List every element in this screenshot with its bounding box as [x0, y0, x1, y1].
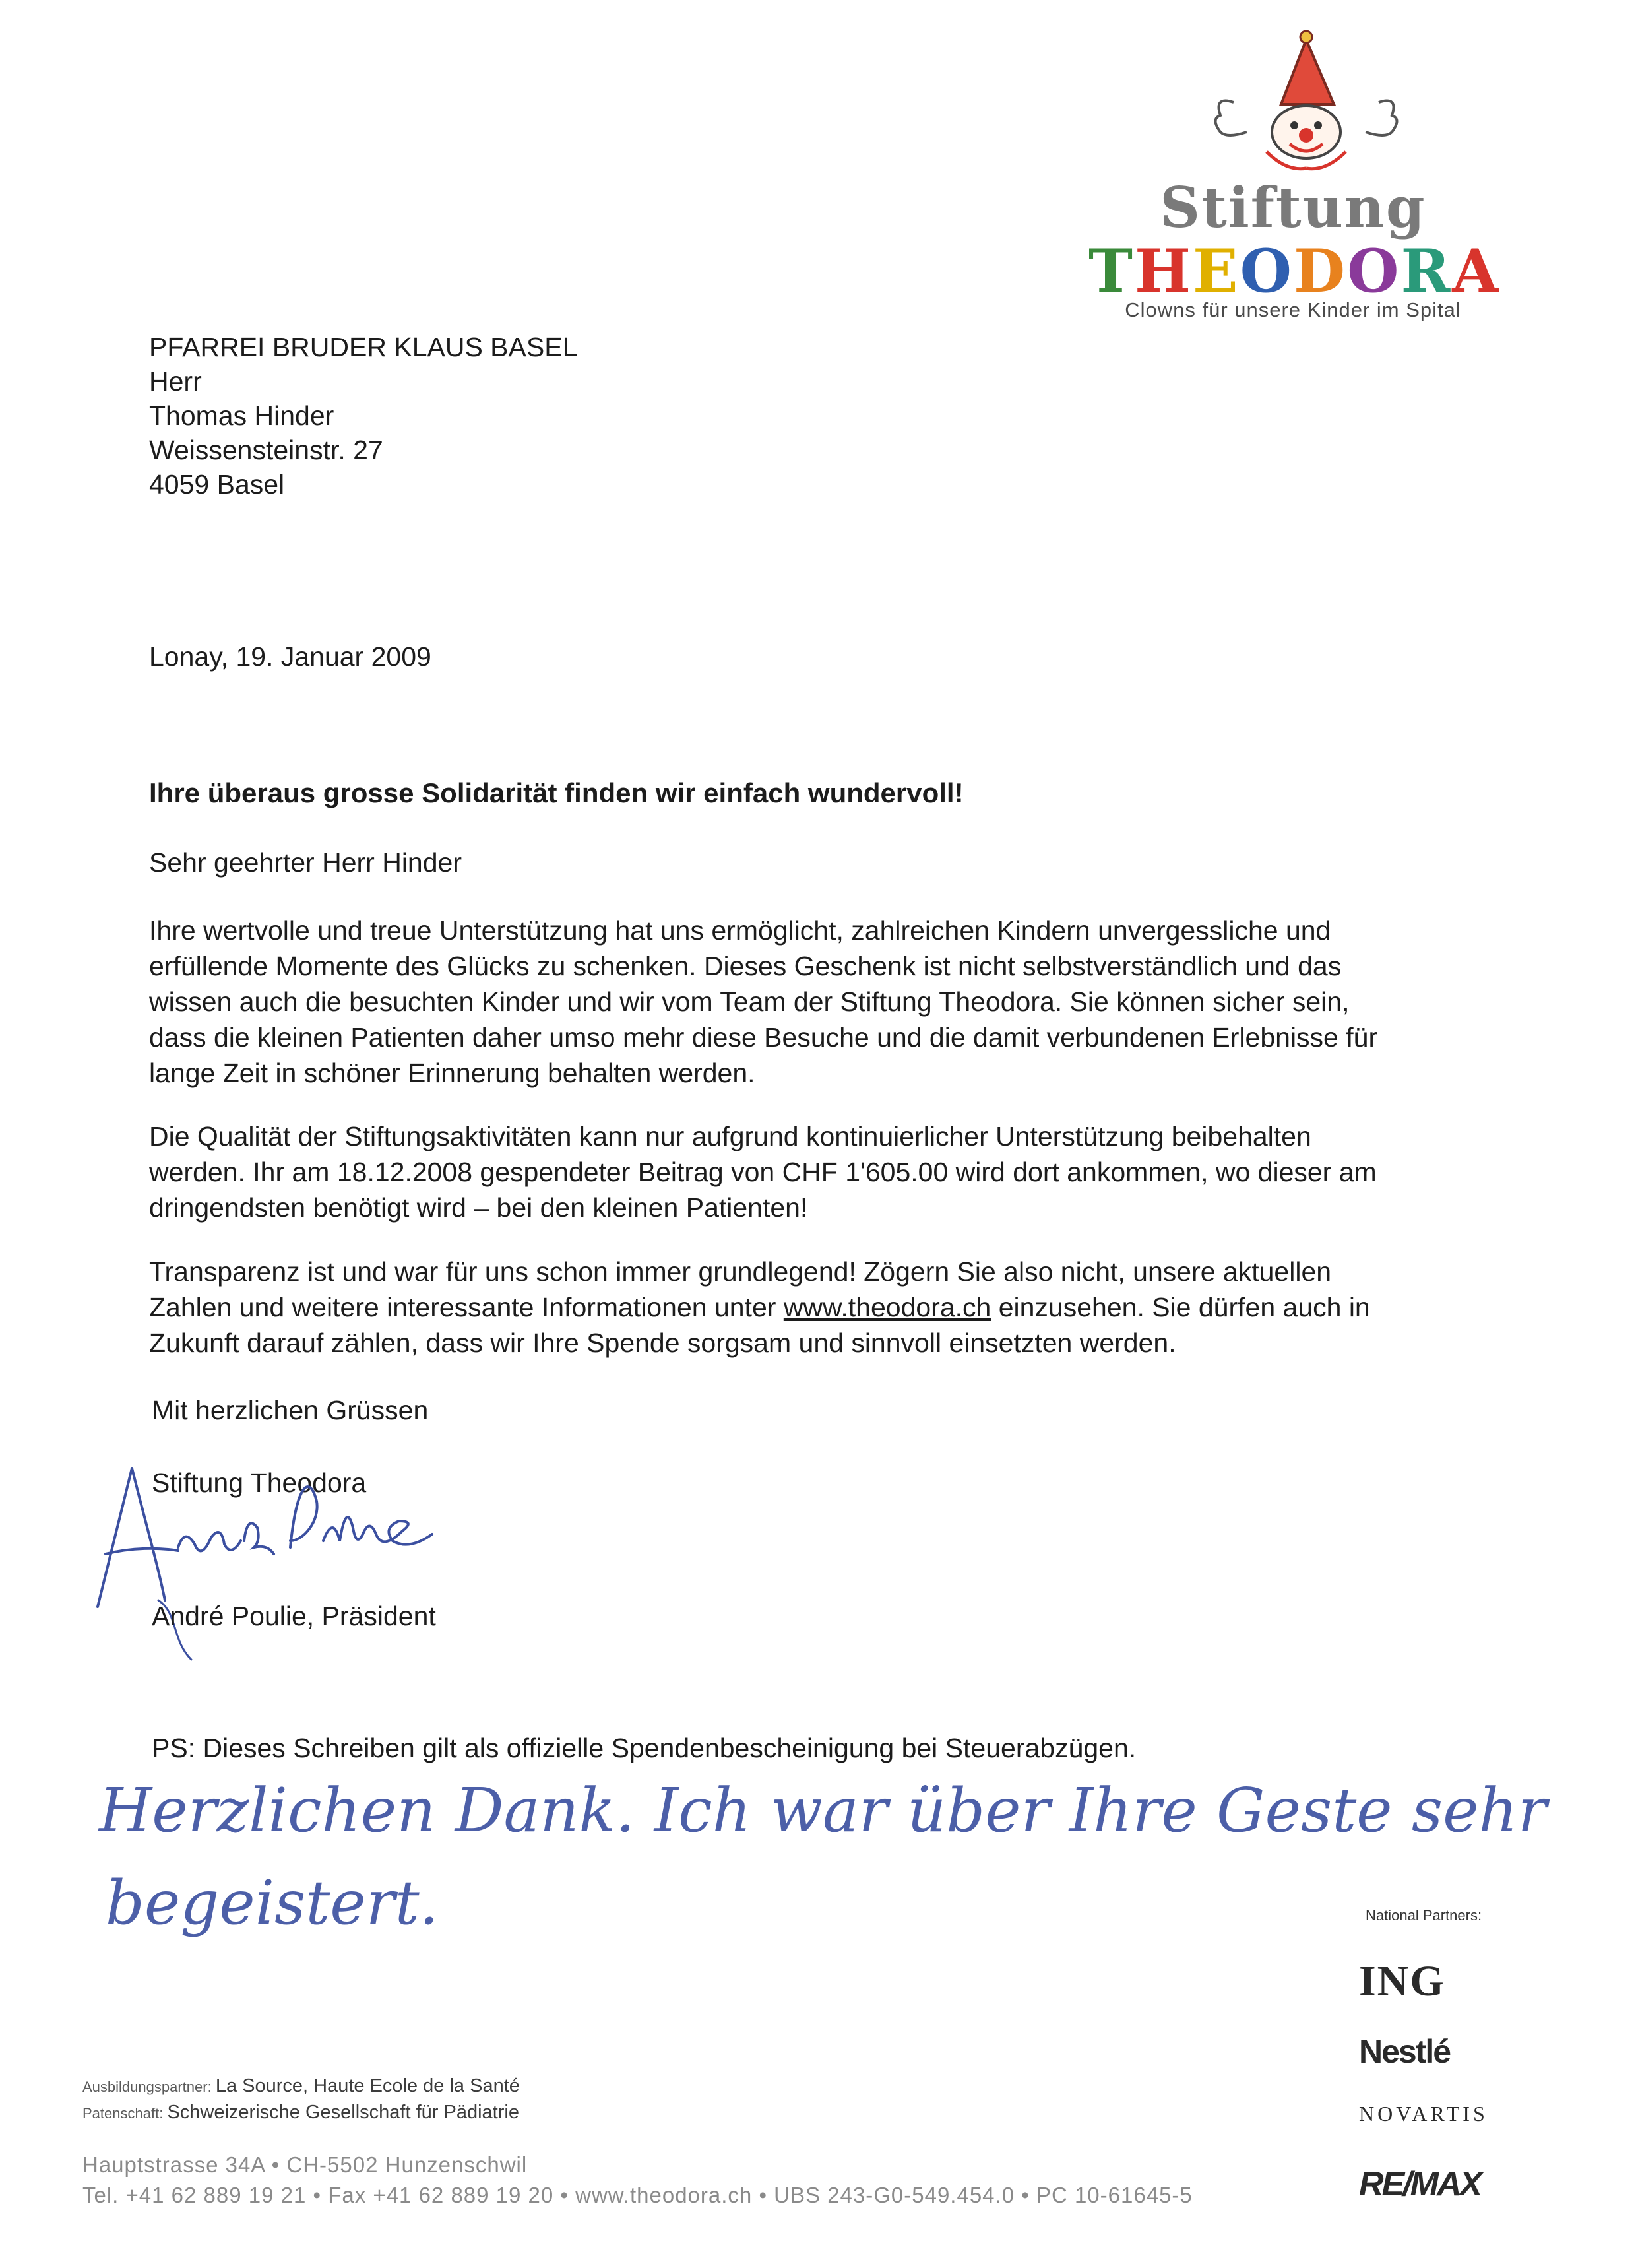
body-paragraph-2: Die Qualität der Stiftungsaktivitäten kann nur aufgrund kontinuierlicher Unterstützung beibehalten werden. Ihr am 18.12.2008 gespendeter Beitrag von CHF 1'605.00 wird dort ankommen, wo dieser am dringendsten benötigt wird – bei den kleinen Patienten! — [149, 1121, 1377, 1223]
letter-subject: Ihre überaus grosse Solidarität finden wir einfach wundervoll! — [149, 777, 964, 808]
recipient-city: 4059 Basel — [149, 469, 285, 500]
novartis-logo: NOVARTIS — [1359, 2102, 1488, 2125]
logo-tagline: Clowns für unsere Kinder im Spital — [1125, 298, 1461, 321]
recipient-street: Weissensteinstr. 27 — [149, 435, 383, 465]
footer-contacts: Tel. +41 62 889 19 21 • Fax +41 62 889 19 20 • www.theodora.ch • UBS 243-G0-549.454.0 • PC 10-61645-5 — [82, 2183, 1193, 2207]
recipient-address — [149, 330, 577, 502]
letter-salutation: Sehr geehrter Herr Hinder — [149, 847, 462, 878]
handwritten-note-line-2: begeistert. — [106, 1867, 439, 1938]
logo-letter: D — [1294, 236, 1348, 306]
logo-letter: E — [1193, 236, 1240, 306]
date-line: Lonay, 19. Januar 2009 — [149, 641, 431, 672]
logo-letter: T — [1088, 236, 1135, 306]
letter-closing: Mit herzlichen Grüssen — [152, 1395, 429, 1425]
logo-letter: O — [1347, 236, 1401, 306]
theodora-logo — [1088, 26, 1501, 321]
logo-theodora-text — [1088, 236, 1501, 306]
patronage-value: Schweizerische Gesellschaft für Pädiatrie — [167, 2102, 519, 2123]
body-paragraph-1: Ihre wertvolle und treue Unterstützung hat uns ermöglicht, zahlreichen Kindern unvergessliche und erfüllende Momente des Glücks zu schenken. Dieses Geschenk ist nicht selbstverständlich und das wissen auch die besuchten Kinder und wir vom Team der Stiftung Theodora. Sie können sicher sein, dass die kleinen Patienten daher umso mehr diese Besuche und die damit verbundenen Erlebnisse für lange Zeit in schöner Erinnerung behalten werden. — [149, 915, 1378, 1088]
training-partner-value: La Source, Haute Ecole de la Santé — [215, 2075, 520, 2096]
training-partner-label: Ausbildungspartner: — [82, 2079, 212, 2095]
logo-stiftung-text: Stiftung — [1160, 175, 1426, 240]
footer-patronage — [82, 2102, 519, 2123]
logo-letter: R — [1400, 236, 1453, 306]
clown-icon — [1088, 26, 1497, 178]
organisation-signoff: Stiftung Theodora — [152, 1468, 367, 1498]
logo-letter: A — [1452, 236, 1501, 306]
recipient-name: Thomas Hinder — [149, 401, 334, 431]
handwritten-note-line-1: Herzlichen Dank. Ich war über Ihre Geste sehr — [99, 1775, 1547, 1846]
logo-letter: O — [1240, 236, 1294, 306]
postscript: PS: Dieses Schreiben gilt als offizielle Spendenbescheinigung bei Steuerabzügen. — [152, 1733, 1137, 1763]
paragraph-3-text-after: einzusehen. Sie dürfen auch in Zukunft darauf zählen, dass wir Ihre Spende sorgsam und sinnvoll einsetzten werden. — [149, 1292, 1370, 1358]
recipient-organisation: PFARREI BRUDER KLAUS BASEL — [149, 332, 578, 362]
remax-logo: RE/MAX — [1359, 2165, 1481, 2203]
logo-letter: H — [1134, 236, 1193, 306]
body-paragraph-3 — [149, 1254, 1402, 1361]
footer-address: Hauptstrasse 34A • CH-5502 Hunzenschwil — [82, 2153, 528, 2177]
signer-name-title: André Poulie, Präsident — [152, 1601, 436, 1631]
partners-label: National Partners: — [1366, 1907, 1482, 1924]
footer-training-partner — [82, 2075, 520, 2097]
ing-logo: ING — [1359, 1957, 1445, 2005]
patronage-label: Patenschaft: — [82, 2105, 164, 2122]
nestle-logo: Nestlé — [1359, 2033, 1451, 2070]
website-link[interactable]: www.theodora.ch — [783, 1292, 991, 1322]
recipient-title: Herr — [149, 366, 202, 397]
paragraph-3-text-before: Transparenz ist und war für uns schon immer grundlegend! Zögern Sie also nicht, unsere aktuellen Zahlen und weitere interessante Informationen unter — [149, 1256, 1332, 1322]
